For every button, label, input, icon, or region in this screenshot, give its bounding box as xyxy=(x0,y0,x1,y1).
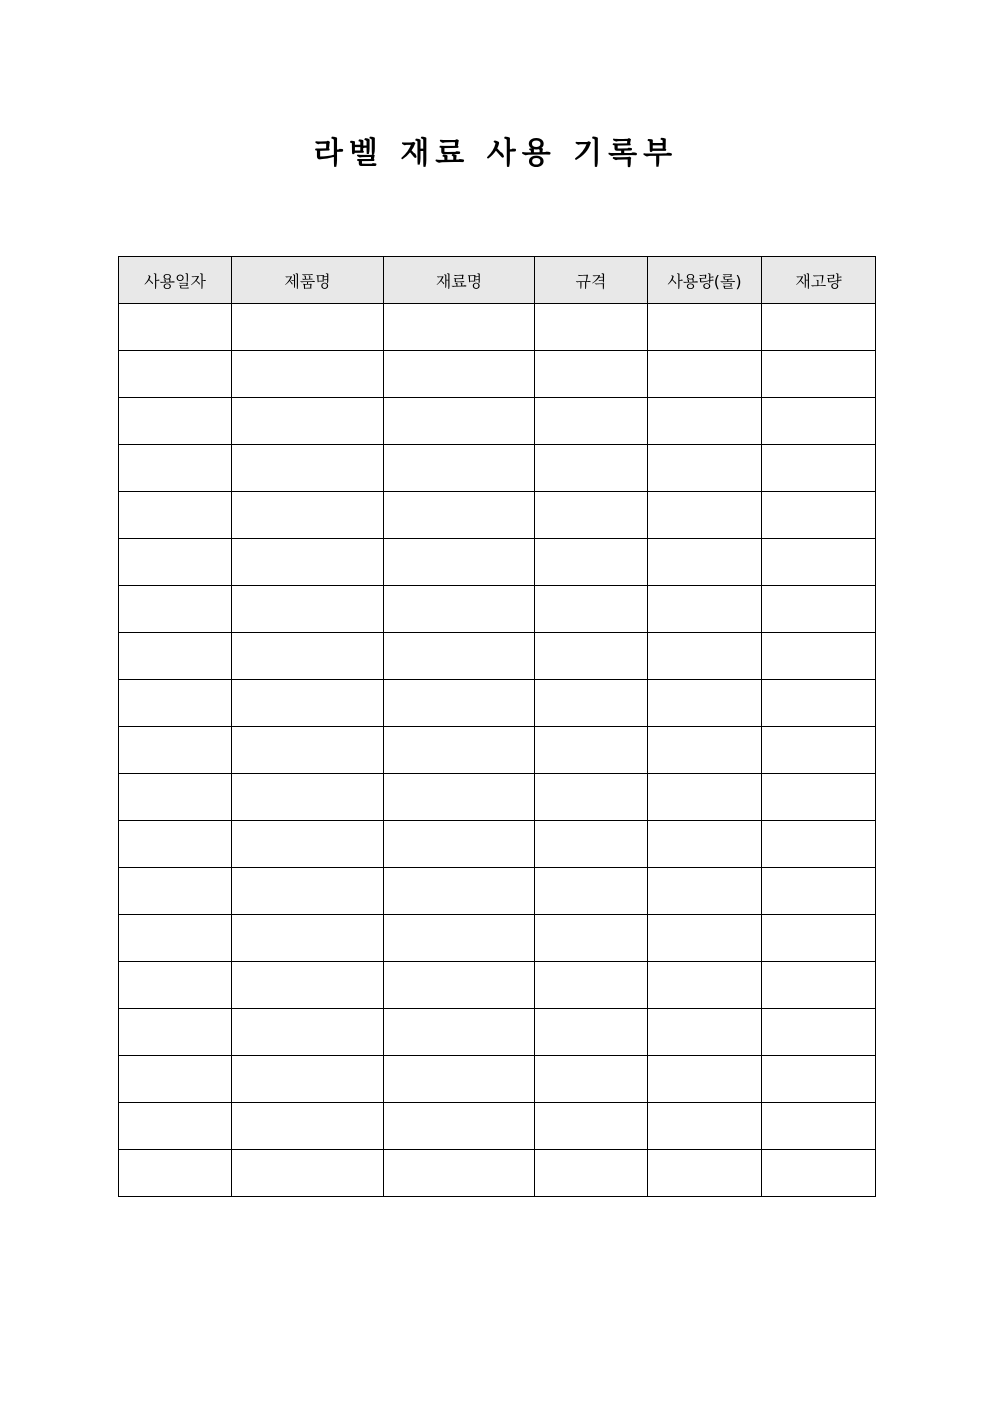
cell-usage-date[interactable] xyxy=(119,398,232,445)
cell-specification[interactable] xyxy=(535,351,648,398)
cell-material-name[interactable] xyxy=(384,633,535,680)
cell-product-name[interactable] xyxy=(232,774,384,821)
table-row xyxy=(119,492,876,539)
cell-specification[interactable] xyxy=(535,1103,648,1150)
cell-usage-amount[interactable] xyxy=(648,868,762,915)
cell-stock-amount[interactable] xyxy=(762,821,876,868)
cell-usage-date[interactable] xyxy=(119,445,232,492)
cell-material-name[interactable] xyxy=(384,1056,535,1103)
cell-usage-amount[interactable] xyxy=(648,398,762,445)
cell-usage-amount[interactable] xyxy=(648,962,762,1009)
cell-usage-amount[interactable] xyxy=(648,1009,762,1056)
cell-specification[interactable] xyxy=(535,633,648,680)
table-row xyxy=(119,304,876,351)
cell-usage-amount[interactable] xyxy=(648,727,762,774)
cell-specification[interactable] xyxy=(535,680,648,727)
document-title: 라벨 재료 사용 기록부 xyxy=(313,136,679,171)
cell-usage-amount[interactable] xyxy=(648,539,762,586)
cell-product-name[interactable] xyxy=(232,398,384,445)
cell-material-name[interactable] xyxy=(384,304,535,351)
cell-usage-amount[interactable] xyxy=(648,774,762,821)
cell-stock-amount[interactable] xyxy=(762,774,876,821)
cell-usage-amount[interactable] xyxy=(648,915,762,962)
cell-stock-amount[interactable] xyxy=(762,492,876,539)
cell-product-name[interactable] xyxy=(232,1150,384,1197)
table-row xyxy=(119,727,876,774)
cell-usage-amount[interactable] xyxy=(648,680,762,727)
cell-stock-amount[interactable] xyxy=(762,304,876,351)
cell-stock-amount[interactable] xyxy=(762,1056,876,1103)
cell-usage-date[interactable] xyxy=(119,680,232,727)
cell-specification[interactable] xyxy=(535,1056,648,1103)
cell-usage-date[interactable] xyxy=(119,351,232,398)
table-row xyxy=(119,398,876,445)
cell-material-name[interactable] xyxy=(384,398,535,445)
cell-product-name[interactable] xyxy=(232,727,384,774)
cell-stock-amount[interactable] xyxy=(762,1150,876,1197)
cell-specification[interactable] xyxy=(535,445,648,492)
cell-stock-amount[interactable] xyxy=(762,398,876,445)
cell-material-name[interactable] xyxy=(384,774,535,821)
cell-stock-amount[interactable] xyxy=(762,680,876,727)
cell-stock-amount[interactable] xyxy=(762,351,876,398)
cell-material-name[interactable] xyxy=(384,492,535,539)
cell-stock-amount[interactable] xyxy=(762,727,876,774)
cell-usage-date[interactable] xyxy=(119,539,232,586)
cell-stock-amount[interactable] xyxy=(762,868,876,915)
table-body xyxy=(119,304,876,1197)
cell-usage-date[interactable] xyxy=(119,1056,232,1103)
cell-material-name[interactable] xyxy=(384,868,535,915)
cell-product-name[interactable] xyxy=(232,445,384,492)
table-row xyxy=(119,821,876,868)
cell-specification[interactable] xyxy=(535,492,648,539)
cell-stock-amount[interactable] xyxy=(762,633,876,680)
cell-product-name[interactable] xyxy=(232,304,384,351)
cell-usage-date[interactable] xyxy=(119,633,232,680)
cell-specification[interactable] xyxy=(535,727,648,774)
cell-usage-amount[interactable] xyxy=(648,351,762,398)
cell-usage-amount[interactable] xyxy=(648,586,762,633)
cell-material-name[interactable] xyxy=(384,962,535,1009)
cell-usage-date[interactable] xyxy=(119,1103,232,1150)
cell-material-name[interactable] xyxy=(384,539,535,586)
cell-specification[interactable] xyxy=(535,586,648,633)
cell-usage-date[interactable] xyxy=(119,962,232,1009)
cell-material-name[interactable] xyxy=(384,351,535,398)
cell-product-name[interactable] xyxy=(232,962,384,1009)
cell-usage-date[interactable] xyxy=(119,821,232,868)
cell-product-name[interactable] xyxy=(232,1103,384,1150)
header-material-name: 재료명 xyxy=(384,257,535,304)
cell-usage-date[interactable] xyxy=(119,492,232,539)
cell-usage-amount[interactable] xyxy=(648,304,762,351)
header-usage-amount: 사용량(롤) xyxy=(648,257,762,304)
cell-usage-amount[interactable] xyxy=(648,1150,762,1197)
cell-usage-date[interactable] xyxy=(119,586,232,633)
table-row xyxy=(119,774,876,821)
cell-material-name[interactable] xyxy=(384,1103,535,1150)
table-row xyxy=(119,1150,876,1197)
cell-material-name[interactable] xyxy=(384,821,535,868)
cell-material-name[interactable] xyxy=(384,915,535,962)
cell-stock-amount[interactable] xyxy=(762,1009,876,1056)
cell-product-name[interactable] xyxy=(232,915,384,962)
table-header-row xyxy=(119,257,876,304)
cell-product-name[interactable] xyxy=(232,492,384,539)
cell-product-name[interactable] xyxy=(232,1009,384,1056)
cell-material-name[interactable] xyxy=(384,1009,535,1056)
table-row xyxy=(119,539,876,586)
cell-stock-amount[interactable] xyxy=(762,962,876,1009)
table-row xyxy=(119,915,876,962)
cell-product-name[interactable] xyxy=(232,633,384,680)
table-row xyxy=(119,445,876,492)
cell-specification[interactable] xyxy=(535,915,648,962)
cell-stock-amount[interactable] xyxy=(762,1103,876,1150)
cell-usage-amount[interactable] xyxy=(648,821,762,868)
cell-usage-date[interactable] xyxy=(119,915,232,962)
table-row xyxy=(119,586,876,633)
table-row xyxy=(119,351,876,398)
table-row xyxy=(119,680,876,727)
table-row xyxy=(119,1056,876,1103)
cell-product-name[interactable] xyxy=(232,821,384,868)
cell-material-name[interactable] xyxy=(384,586,535,633)
usage-log-table xyxy=(118,256,876,1197)
cell-usage-date[interactable] xyxy=(119,1009,232,1056)
cell-product-name[interactable] xyxy=(232,1056,384,1103)
table-row xyxy=(119,1103,876,1150)
cell-specification[interactable] xyxy=(535,1150,648,1197)
cell-usage-amount[interactable] xyxy=(648,445,762,492)
cell-stock-amount[interactable] xyxy=(762,915,876,962)
cell-specification[interactable] xyxy=(535,539,648,586)
cell-usage-date[interactable] xyxy=(119,727,232,774)
cell-product-name[interactable] xyxy=(232,680,384,727)
header-stock-amount: 재고량 xyxy=(762,257,876,304)
cell-usage-amount[interactable] xyxy=(648,1103,762,1150)
table-row xyxy=(119,962,876,1009)
cell-usage-amount[interactable] xyxy=(648,1056,762,1103)
cell-product-name[interactable] xyxy=(232,539,384,586)
cell-usage-date[interactable] xyxy=(119,304,232,351)
cell-specification[interactable] xyxy=(535,1009,648,1056)
cell-material-name[interactable] xyxy=(384,1150,535,1197)
cell-usage-date[interactable] xyxy=(119,774,232,821)
header-specification: 규격 xyxy=(535,257,648,304)
cell-specification[interactable] xyxy=(535,304,648,351)
cell-material-name[interactable] xyxy=(384,445,535,492)
cell-material-name[interactable] xyxy=(384,680,535,727)
cell-usage-date[interactable] xyxy=(119,868,232,915)
cell-product-name[interactable] xyxy=(232,586,384,633)
cell-specification[interactable] xyxy=(535,398,648,445)
cell-stock-amount[interactable] xyxy=(762,586,876,633)
cell-material-name[interactable] xyxy=(384,727,535,774)
cell-usage-date[interactable] xyxy=(119,1150,232,1197)
cell-stock-amount[interactable] xyxy=(762,539,876,586)
cell-product-name[interactable] xyxy=(232,868,384,915)
table-row xyxy=(119,1009,876,1056)
cell-specification[interactable] xyxy=(535,868,648,915)
table-row xyxy=(119,868,876,915)
header-usage-date: 사용일자 xyxy=(119,257,232,304)
cell-product-name[interactable] xyxy=(232,351,384,398)
cell-usage-amount[interactable] xyxy=(648,633,762,680)
cell-specification[interactable] xyxy=(535,962,648,1009)
cell-specification[interactable] xyxy=(535,774,648,821)
header-product-name: 제품명 xyxy=(232,257,384,304)
cell-usage-amount[interactable] xyxy=(648,492,762,539)
table-row xyxy=(119,633,876,680)
cell-stock-amount[interactable] xyxy=(762,445,876,492)
cell-specification[interactable] xyxy=(535,821,648,868)
